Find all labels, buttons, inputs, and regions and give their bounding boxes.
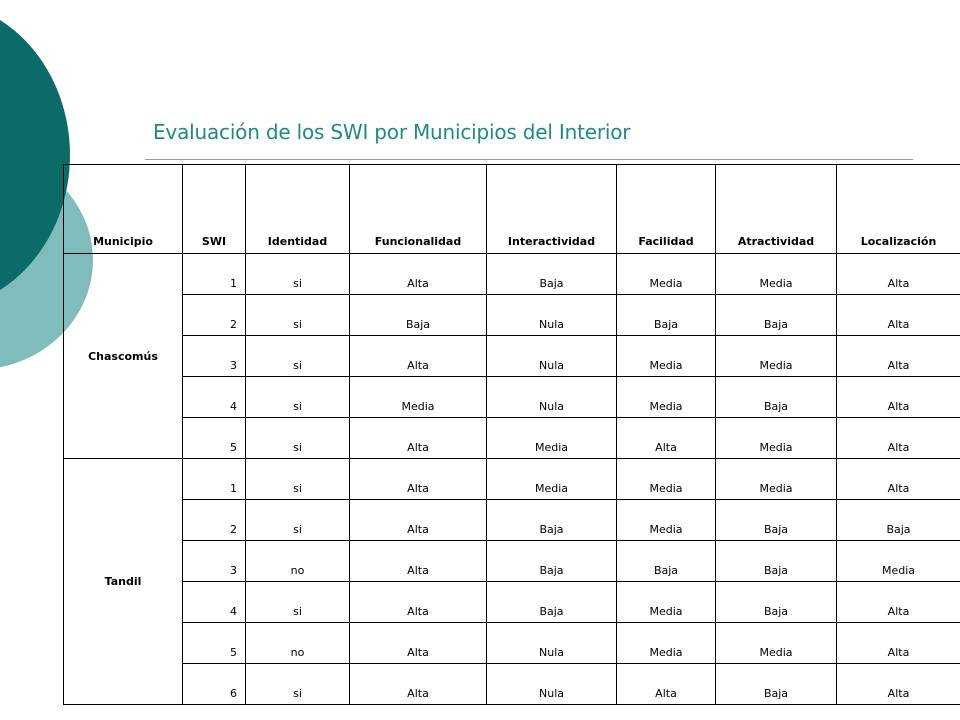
atractividad-cell: Media — [716, 623, 837, 664]
table-body — [64, 254, 960, 705]
localizacion-cell: Alta — [837, 582, 960, 623]
facilidad-cell: Alta — [617, 664, 716, 705]
facilidad-cell: Baja — [617, 295, 716, 336]
facilidad-cell: Media — [617, 336, 716, 377]
table-row — [64, 254, 960, 295]
table-row — [64, 500, 960, 541]
facilidad-cell: Media — [617, 459, 716, 500]
interactividad-cell: Nula — [487, 623, 617, 664]
atractividad-cell: Media — [716, 336, 837, 377]
atractividad-cell: Baja — [716, 664, 837, 705]
funcionalidad-cell: Alta — [350, 664, 487, 705]
identidad-cell: si — [246, 254, 350, 295]
swi-number-cell: 3 — [183, 541, 246, 582]
identidad-cell: si — [246, 500, 350, 541]
table-row — [64, 582, 960, 623]
funcionalidad-cell: Alta — [350, 623, 487, 664]
interactividad-cell: Baja — [487, 500, 617, 541]
header-interactividad: Interactividad — [487, 165, 617, 254]
localizacion-cell: Alta — [837, 336, 960, 377]
municipio-cell: Chascomús — [64, 254, 183, 459]
funcionalidad-cell: Alta — [350, 418, 487, 459]
localizacion-cell: Alta — [837, 623, 960, 664]
interactividad-cell: Nula — [487, 295, 617, 336]
interactividad-cell: Nula — [487, 664, 617, 705]
atractividad-cell: Baja — [716, 295, 837, 336]
identidad-cell: no — [246, 623, 350, 664]
table-row — [64, 377, 960, 418]
localizacion-cell: Alta — [837, 459, 960, 500]
interactividad-cell: Nula — [487, 377, 617, 418]
table-row — [64, 418, 960, 459]
table-row — [64, 459, 960, 500]
header-localizacion: Localización — [837, 165, 960, 254]
table-row — [64, 623, 960, 664]
swi-number-cell: 4 — [183, 582, 246, 623]
interactividad-cell: Media — [487, 418, 617, 459]
funcionalidad-cell: Alta — [350, 541, 487, 582]
swi-number-cell: 3 — [183, 336, 246, 377]
funcionalidad-cell: Media — [350, 377, 487, 418]
table-row — [64, 295, 960, 336]
swi-number-cell: 5 — [183, 418, 246, 459]
atractividad-cell: Media — [716, 418, 837, 459]
facilidad-cell: Baja — [617, 541, 716, 582]
facilidad-cell: Media — [617, 582, 716, 623]
atractividad-cell: Media — [716, 254, 837, 295]
identidad-cell: no — [246, 541, 350, 582]
identidad-cell: si — [246, 336, 350, 377]
swi-number-cell: 6 — [183, 664, 246, 705]
swi-number-cell: 5 — [183, 623, 246, 664]
localizacion-cell: Alta — [837, 664, 960, 705]
table-row — [64, 336, 960, 377]
page-title: Evaluación de los SWI por Municipios del Interior — [153, 120, 631, 144]
table-header-row — [64, 165, 960, 254]
swi-number-cell: 1 — [183, 254, 246, 295]
atractividad-cell: Baja — [716, 582, 837, 623]
header-identidad: Identidad — [246, 165, 350, 254]
municipio-cell: Tandil — [64, 459, 183, 705]
localizacion-cell: Baja — [837, 500, 960, 541]
swi-number-cell: 4 — [183, 377, 246, 418]
header-funcionalidad: Funcionalidad — [350, 165, 487, 254]
identidad-cell: si — [246, 582, 350, 623]
funcionalidad-cell: Alta — [350, 500, 487, 541]
localizacion-cell: Alta — [837, 418, 960, 459]
header-municipio: Municipio — [64, 165, 183, 254]
funcionalidad-cell: Alta — [350, 254, 487, 295]
funcionalidad-cell: Alta — [350, 336, 487, 377]
atractividad-cell: Baja — [716, 541, 837, 582]
evaluation-table — [63, 164, 960, 705]
title-underline — [145, 159, 913, 160]
funcionalidad-cell: Baja — [350, 295, 487, 336]
localizacion-cell: Media — [837, 541, 960, 582]
identidad-cell: si — [246, 418, 350, 459]
atractividad-cell: Baja — [716, 500, 837, 541]
swi-number-cell: 1 — [183, 459, 246, 500]
table-row — [64, 541, 960, 582]
swi-number-cell: 2 — [183, 295, 246, 336]
interactividad-cell: Baja — [487, 541, 617, 582]
header-swi: SWI — [183, 165, 246, 254]
interactividad-cell: Nula — [487, 336, 617, 377]
facilidad-cell: Media — [617, 254, 716, 295]
atractividad-cell: Media — [716, 459, 837, 500]
atractividad-cell: Baja — [716, 377, 837, 418]
table-row — [64, 664, 960, 705]
header-atractividad: Atractividad — [716, 165, 837, 254]
funcionalidad-cell: Alta — [350, 582, 487, 623]
funcionalidad-cell: Alta — [350, 459, 487, 500]
facilidad-cell: Alta — [617, 418, 716, 459]
interactividad-cell: Baja — [487, 582, 617, 623]
localizacion-cell: Alta — [837, 254, 960, 295]
facilidad-cell: Media — [617, 500, 716, 541]
identidad-cell: si — [246, 295, 350, 336]
interactividad-cell: Media — [487, 459, 617, 500]
swi-number-cell: 2 — [183, 500, 246, 541]
identidad-cell: si — [246, 459, 350, 500]
facilidad-cell: Media — [617, 377, 716, 418]
header-facilidad: Facilidad — [617, 165, 716, 254]
facilidad-cell: Media — [617, 623, 716, 664]
interactividad-cell: Baja — [487, 254, 617, 295]
localizacion-cell: Alta — [837, 377, 960, 418]
localizacion-cell: Alta — [837, 295, 960, 336]
identidad-cell: si — [246, 377, 350, 418]
identidad-cell: si — [246, 664, 350, 705]
